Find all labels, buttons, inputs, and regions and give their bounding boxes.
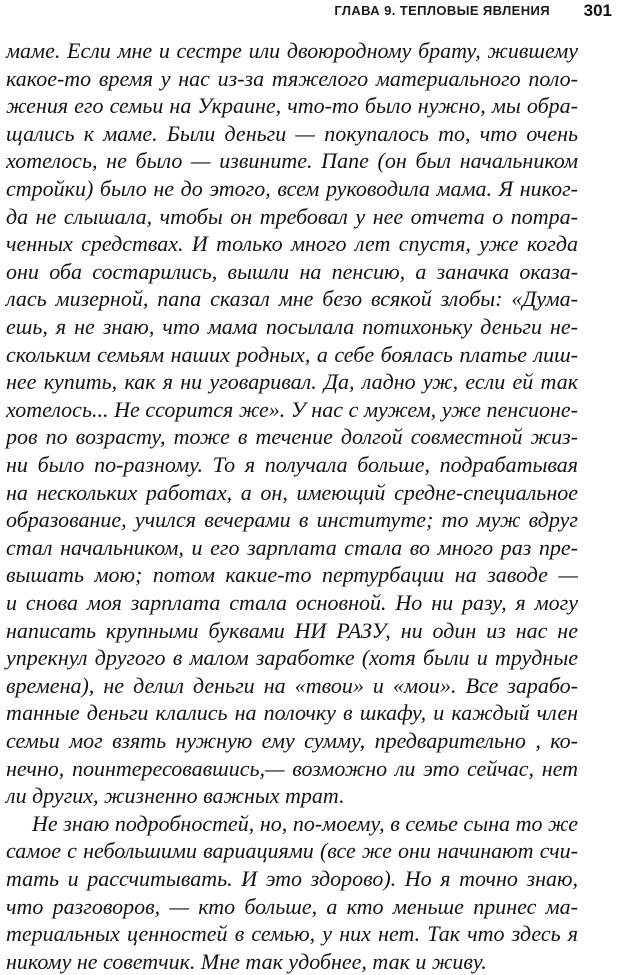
text-line: ни было по-разному. То я получала больше, подрабатывая xyxy=(6,452,578,477)
text-line: танные деньги клались на полочку в шкафу, и каждый член xyxy=(6,700,578,726)
text-line: да не слышала, чтобы он требовал у нее отчета о потра- xyxy=(6,203,578,229)
text-line: упрекнул другого в малом заработке (хотя были и трудные xyxy=(6,645,578,671)
text-line: териальных ценностей в семью, у них нет. Так что здесь я xyxy=(6,921,578,947)
text-line: самое с небольшими вариациями (все же они начинают счи- xyxy=(6,838,578,864)
text-line: жения его семьи на Украине, что-то было нужно, мы обра- xyxy=(6,93,578,119)
text-line: они оба состарились, вышли на пенсию, а заначка оказа- xyxy=(6,258,578,284)
text-line: образование, учился вечерами в институте; то муж вдруг xyxy=(6,507,578,533)
text-line: маме. Если мне и сестре или двоюродному брату, жившему xyxy=(6,38,578,63)
text-line: ров по возрасту, тоже в течение долгой совместной жиз- xyxy=(6,424,578,450)
paragraph-last-line: никому не советчик. Мне так удобнее, так и живу. xyxy=(6,948,487,974)
paragraph-last-line: ли других, жизненно важных трат. xyxy=(6,783,345,809)
text-line: лась мизерной, папа сказал мне безо всякой злобы: «Дума- xyxy=(6,286,578,312)
running-head: ГЛАВА 9. ТЕПЛОВЫЕ ЯВЛЕНИЯ xyxy=(334,3,550,18)
text-line: стройки) было не до этого, всем руководила мама. Я никог- xyxy=(6,176,578,201)
text-line: времена), не делил деньги на «твои» и «мои». Все зарабо- xyxy=(6,672,578,698)
paragraph-first-line: Не знаю подробностей, но, по-моему, в семье сына то же xyxy=(32,810,578,836)
text-line: скольким семьям наших родных, а себе боялась платье лиш- xyxy=(6,341,578,367)
text-line: ченных средствах. И только много лет спустя, уже когда xyxy=(6,231,578,257)
text-line: на нескольких работах, а он, имеющий средне-специальное xyxy=(6,479,578,505)
text-line: нее купить, как я ни уговаривал. Да, ладно уж, если ей так xyxy=(6,369,578,395)
text-line: ешь, я не знаю, что мама посылала потихоньку деньги не- xyxy=(6,314,578,339)
text-line: стал начальником, и его зарплата стала во много раз пре- xyxy=(6,534,578,560)
text-line: и снова моя зарплата стала основной. Но ни разу, я могу xyxy=(6,590,578,615)
text-line: что разговоров, — кто больше, а кто меньше принес ма- xyxy=(6,893,578,919)
text-line: вышать мою; потом какие-то пертурбации на заводе — xyxy=(6,562,578,588)
text-line: нечно, поинтересовавшись,— возможно ли это сейчас, нет xyxy=(6,755,578,781)
text-line: семьи мог взять нужную ему сумму, предварительно , ко- xyxy=(6,728,578,753)
page-number: 301 xyxy=(583,1,612,20)
text-line: написать крупными буквами НИ РАЗУ, ни один из нас не xyxy=(6,617,578,643)
text-line: тать и рассчитывать. И это здорово). Но я точно знаю, xyxy=(6,866,578,891)
text-line: хотелось, не было — извините. Папе (он был начальником xyxy=(6,148,578,174)
text-line: щались к маме. Были деньги — покупалось то, что очень xyxy=(6,120,578,146)
text-line: хотелось... Не ссорится же». У нас с мужем, уже пенсионе- xyxy=(6,396,578,422)
text-line: какое-то время у нас из-за тяжелого материального поло- xyxy=(6,65,578,91)
